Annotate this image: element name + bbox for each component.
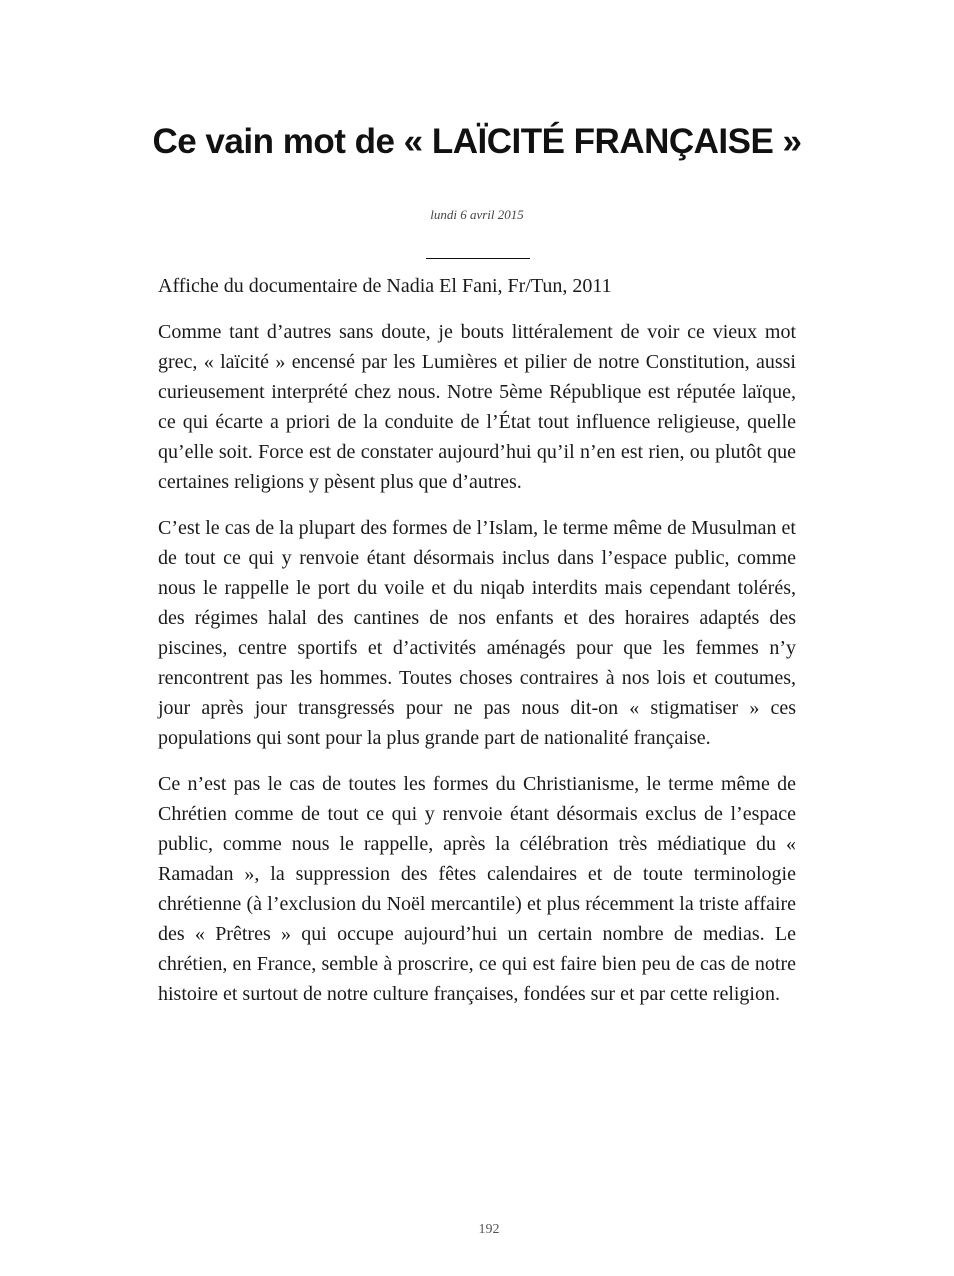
paragraph: Ce n’est pas le cas de toutes les formes du Christianisme, le terme même de Chrétien comme de tout ce qui y renvoie étant désormais exclus de l’espace public, comme nous le rappelle, après la célébration très médiatique du « Ramadan », la suppression des fêtes calendaires et de toute terminologie chrétienne (à l’exclusion du Noël mercantile) et plus récemment la triste affaire des « Prêtres » qui occupe aujourd’hui un certain nombre de medias. Le chrétien, en France, semble à proscrire, ce qui est faire bien peu de cas de notre histoire et surtout de notre culture françaises, fondées sur et par cette religion. <box>158 773 796 1005</box>
article-body <box>158 271 796 1025</box>
article-date: lundi 6 avril 2015 <box>430 207 524 222</box>
page-number: 192 <box>478 1222 500 1237</box>
article-title: Ce vain mot de « LAÏCITÉ FRANÇAISE » <box>152 122 802 161</box>
paragraph: C’est le cas de la plupart des formes de l’Islam, le terme même de Musulman et de tout ce qui y renvoie étant désormais inclus dans l’espace public, comme nous le rappelle le port du voile et du niqab interdits mais cependant tolérés, des régimes halal des cantines de nos enfants et des horaires adaptés des piscines, centre sportifs et d’activités aménagés pour que les femmes n’y rencontrent pas les hommes. Toutes choses contraires à nos lois et coutumes, jour après jour transgressés pour ne pas nous dit-on « stigmatiser » ces populations qui sont pour la plus grande part de nationalité française. <box>158 517 796 749</box>
image-caption: Affiche du documentaire de Nadia El Fani, Fr/Tun, 2011 <box>158 275 612 297</box>
paragraph: Comme tant d’autres sans doute, je bouts littéralement de voir ce vieux mot grec, « laïcité » encensé par les Lumières et pilier de notre Constitution, aussi curieusement interprété chez nous. Notre 5ème République est réputée laïque, ce qui écarte a priori de la conduite de l’État tout influence religieuse, quelle qu’elle soit. Force est de constater aujourd’hui qu’il n’en est rien, ou plutôt que certaines religions y pèsent plus que d’autres. <box>158 321 796 493</box>
title-divider <box>426 258 530 259</box>
